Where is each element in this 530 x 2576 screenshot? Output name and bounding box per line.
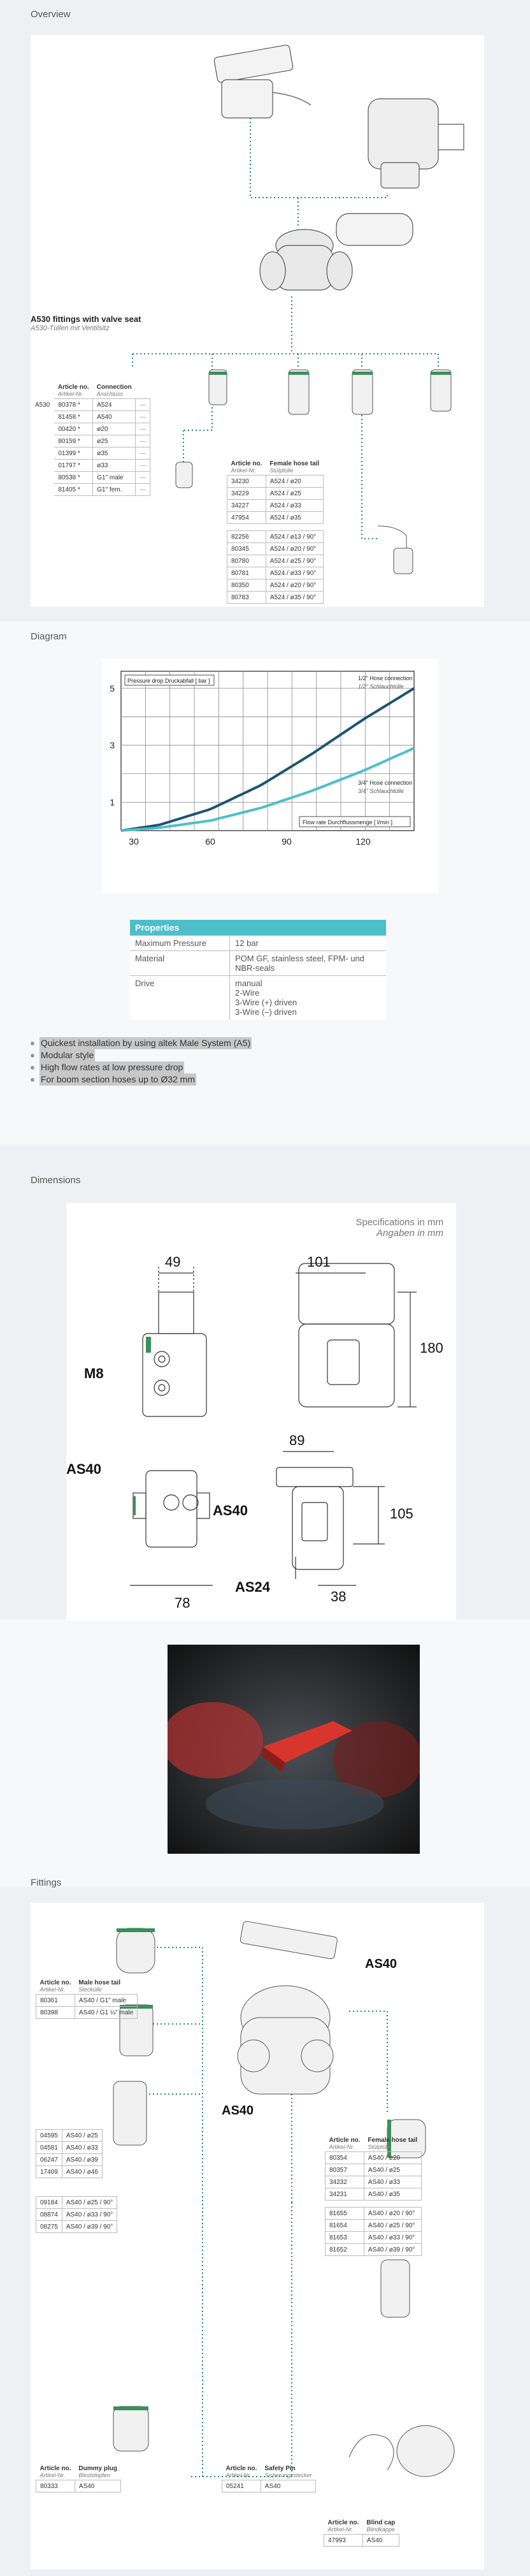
connection-cell: ø20: [93, 423, 136, 435]
table-row: [326, 2152, 422, 2164]
connection-cell: AS40 / ø25: [62, 2130, 102, 2142]
article-number-cell: 05241: [222, 2480, 261, 2492]
table-row: [326, 2164, 422, 2176]
connection-cell: AS40 / ø39 / 90°: [364, 2244, 421, 2256]
group-cell: [31, 472, 54, 484]
connection-cell: AS40: [362, 2535, 399, 2547]
y-axis-label: Pressure drop Druckabfall [ bar ]: [127, 678, 210, 684]
col-connection: Connection Anschluss: [96, 384, 132, 397]
connection-cell: A524 / ø20 / 90°: [266, 579, 323, 592]
table-row: [227, 567, 324, 579]
table-row: [31, 399, 150, 411]
table-row: [227, 579, 324, 592]
table-row: [36, 2154, 103, 2166]
table-row: [227, 592, 324, 604]
table-row: [31, 423, 150, 435]
article-number-cell: 80781: [227, 567, 266, 579]
connection-cell: ø25: [93, 435, 136, 448]
article-number-cell: 34230: [227, 476, 266, 488]
connection-cell: A524 / ø25: [266, 488, 323, 500]
connection-cell: AS40 / ø35: [364, 2188, 421, 2201]
dim-49: 49: [165, 1254, 181, 1270]
group-cell: [31, 484, 54, 496]
safety-pin-table: Article no. Artikel-Nr. Safety Pin Sicherungsstecker 05241 AS40: [222, 2464, 316, 2492]
table-row: [227, 488, 324, 500]
label-as24: AS24: [235, 1579, 271, 1595]
label-as40: AS40: [66, 1461, 102, 1477]
article-number-cell: 04581: [36, 2142, 62, 2154]
table-row: [31, 460, 150, 472]
property-row: [130, 935, 386, 950]
table-row: [227, 512, 324, 524]
feature-item: Modular style: [31, 1049, 252, 1061]
connection-cell: AS40 / G1" male: [75, 1995, 137, 2007]
connection-cell: A524 / ø13 / 90°: [266, 531, 323, 543]
article-number-cell: 81458 *: [54, 411, 93, 423]
male-hose-table: Article no. Artikel-Nr. Male hose tail Steckülle 80361 AS40 / G1" male 80398 AS40 / G1 ¼" male: [36, 1978, 138, 2019]
valve-handle-photo: [168, 1645, 420, 1854]
article-number-cell: 09184: [36, 2197, 62, 2209]
article-number-cell: 81654: [326, 2220, 364, 2232]
property-key: Maximum Pressure: [130, 936, 230, 950]
series-label: 1/2" Hose connection: [358, 675, 413, 681]
article-number-cell: 80159 *: [54, 435, 93, 448]
table-row: [36, 2142, 103, 2154]
connection-cell: A524 / ø35 / 90°: [266, 592, 323, 604]
property-row: [130, 975, 386, 1019]
article-number-cell: 34231: [326, 2188, 364, 2201]
article-number-cell: 08275: [36, 2221, 62, 2233]
group-cell: [31, 460, 54, 472]
article-number-cell: 01797 *: [54, 460, 93, 472]
connection-cell: AS40 / G1 ¼" male: [75, 2007, 137, 2019]
dimension-drawings: [66, 1203, 456, 1620]
bullet-icon: [31, 1066, 34, 1070]
dim-78: 78: [175, 1595, 190, 1611]
article-number-cell: 17409: [36, 2166, 62, 2178]
connection-cell: AS40 / ø20: [364, 2152, 421, 2164]
group-cell: [31, 411, 54, 423]
connection-cell: AS40 / ø25 / 90°: [364, 2220, 421, 2232]
connection-cell: AS40 / ø33: [62, 2142, 102, 2154]
article-number-cell: 80538 *: [54, 472, 93, 484]
table-row: [326, 2244, 422, 2256]
icon-cell: —: [136, 460, 150, 472]
table-row: [31, 435, 150, 448]
series-label: 3/4" Hose connection: [358, 780, 413, 786]
series-label-de: 3/4" Schlauchtülle: [358, 788, 404, 794]
overview-heading: Overview: [31, 9, 71, 20]
properties-title: Properties: [130, 920, 386, 935]
table-row: [31, 448, 150, 460]
property-key: Drive: [130, 976, 230, 1019]
fittings-heading: Fittings: [31, 1877, 62, 1888]
connection-cell: A524 / ø25 / 90°: [266, 555, 323, 567]
group-cell: [31, 423, 54, 435]
a530-right-table: [227, 459, 324, 604]
connection-cell: AS40: [75, 2480, 121, 2492]
chart-panel: [102, 659, 438, 893]
group-cell: [31, 435, 54, 448]
label-as40-left: AS40: [222, 2104, 254, 2118]
article-number-cell: 80361: [36, 1995, 75, 2007]
icon-cell: —: [136, 472, 150, 484]
table-row: [326, 2208, 422, 2220]
table-row: [227, 543, 324, 555]
article-number-cell: 00420 *: [54, 423, 93, 435]
article-number-cell: 04595: [36, 2130, 62, 2142]
feature-item: High flow rates at low pressure drop: [31, 1061, 252, 1073]
group-cell: [31, 448, 54, 460]
connection-cell: AS40: [261, 2480, 315, 2492]
article-number-cell: 80783: [227, 592, 266, 604]
label-m8: M8: [84, 1365, 104, 1381]
icon-cell: —: [136, 484, 150, 496]
label-as40-top: AS40: [365, 1957, 398, 1971]
table-row: [36, 2480, 121, 2492]
connection-cell: AS40 / ø33 / 90°: [62, 2209, 117, 2221]
connection-cell: A524 / ø33: [266, 500, 323, 512]
female-hose-table: Article no. Artikel-Nr. Female hose tail Stülptülle 80354 AS40 / ø20 80357 AS40 / ø25 34232 AS40 / ø33 34231 AS40 / ø35 81655 AS40 / ø20 / 90° 81654 AS40 / ø25 / 90° 81653 AS40 / ø33 / 90° 81652 AS40 / ø39 / 90°: [325, 2136, 422, 2256]
article-number-cell: 34227: [227, 500, 266, 512]
dummy-plug-table: Article no. Artikel-Nr. Dummy plug Blindstopfen 80333 AS40: [36, 2464, 121, 2492]
table-row: [222, 2480, 316, 2492]
table-row: [227, 476, 324, 488]
table-row: [36, 2007, 138, 2019]
bullet-icon: [31, 1042, 34, 1045]
product-photo: [168, 1645, 420, 1854]
connection-cell: A524 / ø35: [266, 512, 323, 524]
a530-title: A530 fittings with valve seat: [31, 314, 141, 324]
overview-panel: [31, 35, 484, 607]
label-as40: AS40: [213, 1503, 248, 1518]
icon-cell: —: [136, 411, 150, 423]
article-number-cell: 34232: [326, 2176, 364, 2188]
connection-cell: A540: [93, 411, 136, 423]
table-row: [36, 1995, 138, 2007]
article-number-cell: 80350: [227, 579, 266, 592]
table-row: [31, 411, 150, 423]
dim-101: 101: [307, 1254, 331, 1270]
table-row: [36, 2197, 117, 2209]
article-number-cell: 80378 *: [54, 399, 93, 411]
dimensions-heading: Dimensions: [31, 1175, 81, 1186]
article-number-cell: 81652: [326, 2244, 364, 2256]
article-number-cell: 80333: [36, 2480, 75, 2492]
feature-item: Quickest installation by using altek Male System (A5): [31, 1037, 252, 1049]
series-label-de: 1/2" Schlauchtülle: [358, 683, 404, 690]
a530-subtitle: A530-Tüllen mit Ventilsitz: [31, 324, 110, 332]
pressure-drop-chart: [102, 659, 438, 893]
group-cell: A530: [31, 399, 54, 411]
table-row: [227, 555, 324, 567]
blind-cap-table: Article no. Artikel-Nr. Blind cap Blindkappe 47993 AS40: [324, 2518, 399, 2547]
y-tick-label: 5: [110, 683, 115, 694]
table-row: [324, 2535, 399, 2547]
connection-cell: ø35: [93, 448, 136, 460]
a530-left-table: [31, 382, 150, 496]
article-number-cell: 81655: [326, 2208, 364, 2220]
connection-cell: AS40 / ø39 / 90°: [62, 2221, 117, 2233]
angled-hose-table: [36, 2196, 117, 2233]
table-row: [36, 2166, 103, 2178]
icon-cell: —: [136, 435, 150, 448]
table-row: [227, 500, 324, 512]
article-number-cell: 34229: [227, 488, 266, 500]
x-tick-label: 90: [282, 836, 292, 847]
x-tick-label: 120: [355, 836, 371, 847]
table-row: [326, 2188, 422, 2201]
connection-cell: AS40 / ø39: [62, 2154, 102, 2166]
icon-cell: —: [136, 399, 150, 411]
table-row: [326, 2232, 422, 2244]
article-number-cell: 08874: [36, 2209, 62, 2221]
dim-89: 89: [289, 1432, 305, 1448]
table-row: [31, 472, 150, 484]
article-number-cell: 81405 *: [54, 484, 93, 496]
dim-105: 105: [390, 1506, 413, 1522]
connection-cell: A524 / ø33 / 90°: [266, 567, 323, 579]
article-number-cell: 06247: [36, 2154, 62, 2166]
bullet-icon: [31, 1054, 34, 1058]
dim-38: 38: [331, 1589, 347, 1605]
table-row: [36, 2209, 117, 2221]
connection-cell: AS40 / ø25 / 90°: [62, 2197, 117, 2209]
fittings-panel: [31, 1903, 484, 2570]
icon-cell: —: [136, 423, 150, 435]
connection-cell: AS40 / ø25: [364, 2164, 421, 2176]
feature-item: For boom section hoses up to Ø32 mm: [31, 1073, 252, 1086]
connection-cell: AS40 / ø46: [62, 2166, 102, 2178]
table-row: [326, 2176, 422, 2188]
article-number-cell: 80780: [227, 555, 266, 567]
spec-note: Specifications in mm Angaben in mm: [355, 1217, 443, 1239]
table-row: [227, 531, 324, 543]
connection-cell: AS40 / ø20 / 90°: [364, 2208, 421, 2220]
dim-180: 180: [420, 1340, 443, 1356]
connection-cell: G1" fem.: [93, 484, 136, 496]
connection-cell: A524 / ø20 / 90°: [266, 543, 323, 555]
table-row: [31, 484, 150, 496]
property-row: [130, 950, 386, 975]
x-axis-label: Flow rate Durchflussmenge [ l/min ]: [303, 819, 393, 826]
article-number-cell: 47993: [324, 2535, 363, 2547]
diagram-heading: Diagram: [31, 631, 67, 642]
article-number-cell: 80398: [36, 2007, 75, 2019]
table-row: [36, 2130, 103, 2142]
property-value: manual 2-Wire 3-Wire (+) driven 3-Wire (–) driven: [235, 979, 297, 1017]
col-article: Article no. Artikel-Nr.: [57, 384, 89, 397]
properties-table: [130, 920, 386, 1019]
connection-cell: AS40 / ø33: [364, 2176, 421, 2188]
dimensions-panel: [66, 1203, 456, 1620]
bullet-icon: [31, 1078, 34, 1082]
article-number-cell: 80354: [326, 2152, 364, 2164]
article-number-cell: 80357: [326, 2164, 364, 2176]
y-tick-label: 1: [110, 797, 115, 808]
col-connection: Female hose tail Stülptülle: [269, 460, 320, 474]
icon-cell: —: [136, 448, 150, 460]
article-number-cell: 47954: [227, 512, 266, 524]
x-tick-label: 60: [205, 836, 215, 847]
connection-cell: AS40 / ø33 / 90°: [364, 2232, 421, 2244]
property-key: Material: [130, 951, 230, 975]
table-row: [326, 2220, 422, 2232]
feature-list: [31, 1037, 252, 1086]
article-number-cell: 01399 *: [54, 448, 93, 460]
connection-cell: A524: [93, 399, 136, 411]
connection-cell: ø33: [93, 460, 136, 472]
article-number-cell: 82256: [227, 531, 266, 543]
y-tick-label: 3: [110, 740, 115, 751]
x-tick-label: 30: [129, 836, 139, 847]
property-value: POM GF, stainless steel, FPM- und NBR-seals: [235, 954, 365, 973]
article-number-cell: 80345: [227, 543, 266, 555]
article-number-cell: 81653: [326, 2232, 364, 2244]
col-article: Article no. Artikel-Nr.: [231, 460, 262, 474]
property-value: 12 bar: [235, 938, 259, 948]
table-row: [36, 2221, 117, 2233]
straight-hose-table: [36, 2129, 103, 2178]
connection-cell: G1" male: [93, 472, 136, 484]
connection-cell: A524 / ø20: [266, 476, 323, 488]
